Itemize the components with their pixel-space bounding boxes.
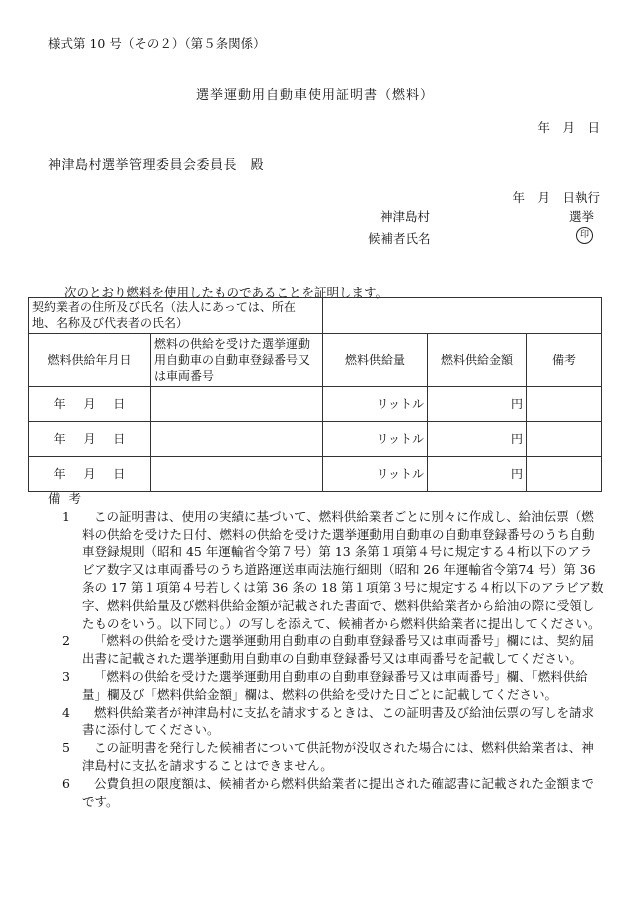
row-vehicle[interactable]	[151, 387, 323, 422]
note-text: 「燃料の供給を受けた選挙運動用自動車の自動車登録番号又は車両番号」欄、「燃料供給量」欄及び「燃料供給金額」欄は、燃料の供給を受けた日ごとに記載してください。	[82, 668, 588, 702]
note-number: 5	[62, 740, 70, 756]
note-text: 燃料供給業者が神津島村に支払を請求するときは、この証明書及び給油伝票の写しを請求書に添付してください。	[82, 704, 595, 738]
election-label: 選挙	[568, 209, 594, 224]
note-number: 2	[62, 633, 70, 649]
row-remarks[interactable]	[527, 457, 602, 492]
note-text: 公費負担の限度額は、候補者から燃料供給業者に提出された確認書に記載された金額までです。	[82, 775, 595, 809]
fuel-table	[28, 297, 602, 492]
notes-section	[44, 490, 604, 810]
row-quantity[interactable]: リットル	[323, 387, 428, 422]
table-row	[29, 422, 602, 457]
row-date[interactable]: 年 月 日	[29, 457, 151, 492]
row-vehicle[interactable]	[151, 422, 323, 457]
row-date[interactable]: 年 月 日	[29, 387, 151, 422]
addressee: 神津島村選挙管理委員会委員長 殿	[48, 158, 265, 173]
village-label: 神津島村	[380, 209, 431, 224]
note-number: 6	[62, 775, 70, 791]
note-text: この証明書は、使用の実績に基づいて、燃料供給業者ごとに別々に作成し、給油伝票（燃料の供給を受けた日付、燃料の供給を受けた選挙運動用自動車の自動車登録番号のうち自動車登録規則（昭和 45 年運輸省令第７号）第 13 条第１項第４号に規定する４桁以下のアラビア数字又は車両番号のうち道路運送車両法施行細則（昭和 26 年運輸省令第74 号）第 36 条の 17 第１項第４号若しくは第 36 条の 18 第１項第３号に規定する４桁以下のアラビア数字、燃料供給量及び燃料供給金額が記載された書面で、燃料供給業者から給油の際に受領したものをいう。以下同じ。）の写しを添えて、候補者から燃料供給業者に提出してください。	[82, 508, 604, 631]
header-date: 燃料供給年月日	[29, 334, 151, 387]
table-row	[29, 457, 602, 492]
note-item	[44, 508, 604, 633]
note-text: 「燃料の供給を受けた選挙運動用自動車の自動車登録番号又は車両番号」欄には、契約届出書に記載された選挙運動用自動車の自動車登録番号又は車両番号を記載してください。	[82, 633, 595, 667]
note-number: 4	[62, 704, 70, 720]
note-item	[44, 668, 604, 704]
row-remarks[interactable]	[527, 422, 602, 457]
contractor-value-cell[interactable]	[323, 298, 602, 334]
row-amount[interactable]: 円	[428, 422, 527, 457]
certification-statement: 次のとおり燃料を使用したものであることを証明します。	[64, 285, 389, 300]
header-amount: 燃料供給金額	[428, 334, 527, 387]
form-number: 様式第 10 号（その２）（第５条関係）	[48, 36, 266, 51]
header-vehicle: 燃料の供給を受けた選挙運動用自動車の自動車登録番号又は車両番号	[151, 334, 323, 387]
election-date: 年 月 日執行	[512, 190, 600, 205]
note-text: この証明書を発行した候補者について供託物が没収された場合には、燃料供給業者は、神津島村に支払を請求することはできません。	[82, 740, 594, 773]
note-item	[44, 739, 604, 775]
note-number: 3	[62, 668, 70, 684]
issue-date-line: 年 月 日	[537, 120, 600, 135]
note-item	[44, 632, 604, 668]
notes-heading: 備考	[48, 491, 90, 506]
row-remarks[interactable]	[527, 387, 602, 422]
table-row	[29, 387, 602, 422]
row-amount[interactable]: 円	[428, 387, 527, 422]
row-amount[interactable]: 円	[428, 457, 527, 492]
note-item	[44, 775, 604, 811]
header-quantity: 燃料供給量	[323, 334, 428, 387]
note-number: 1	[62, 508, 70, 524]
note-item	[44, 704, 604, 740]
seal-mark: 印	[576, 227, 593, 244]
row-vehicle[interactable]	[151, 457, 323, 492]
row-quantity[interactable]: リットル	[323, 457, 428, 492]
candidate-name-label: 候補者氏名	[368, 231, 431, 246]
row-date[interactable]: 年 月 日	[29, 422, 151, 457]
document-title: 選挙運動用自動車使用証明書（燃料）	[195, 88, 434, 103]
header-remarks: 備考	[527, 334, 602, 387]
contractor-label: 契約業者の住所及び氏名（法人にあっては、所在地、名称及び代表者の氏名）	[29, 298, 323, 334]
row-quantity[interactable]: リットル	[323, 422, 428, 457]
